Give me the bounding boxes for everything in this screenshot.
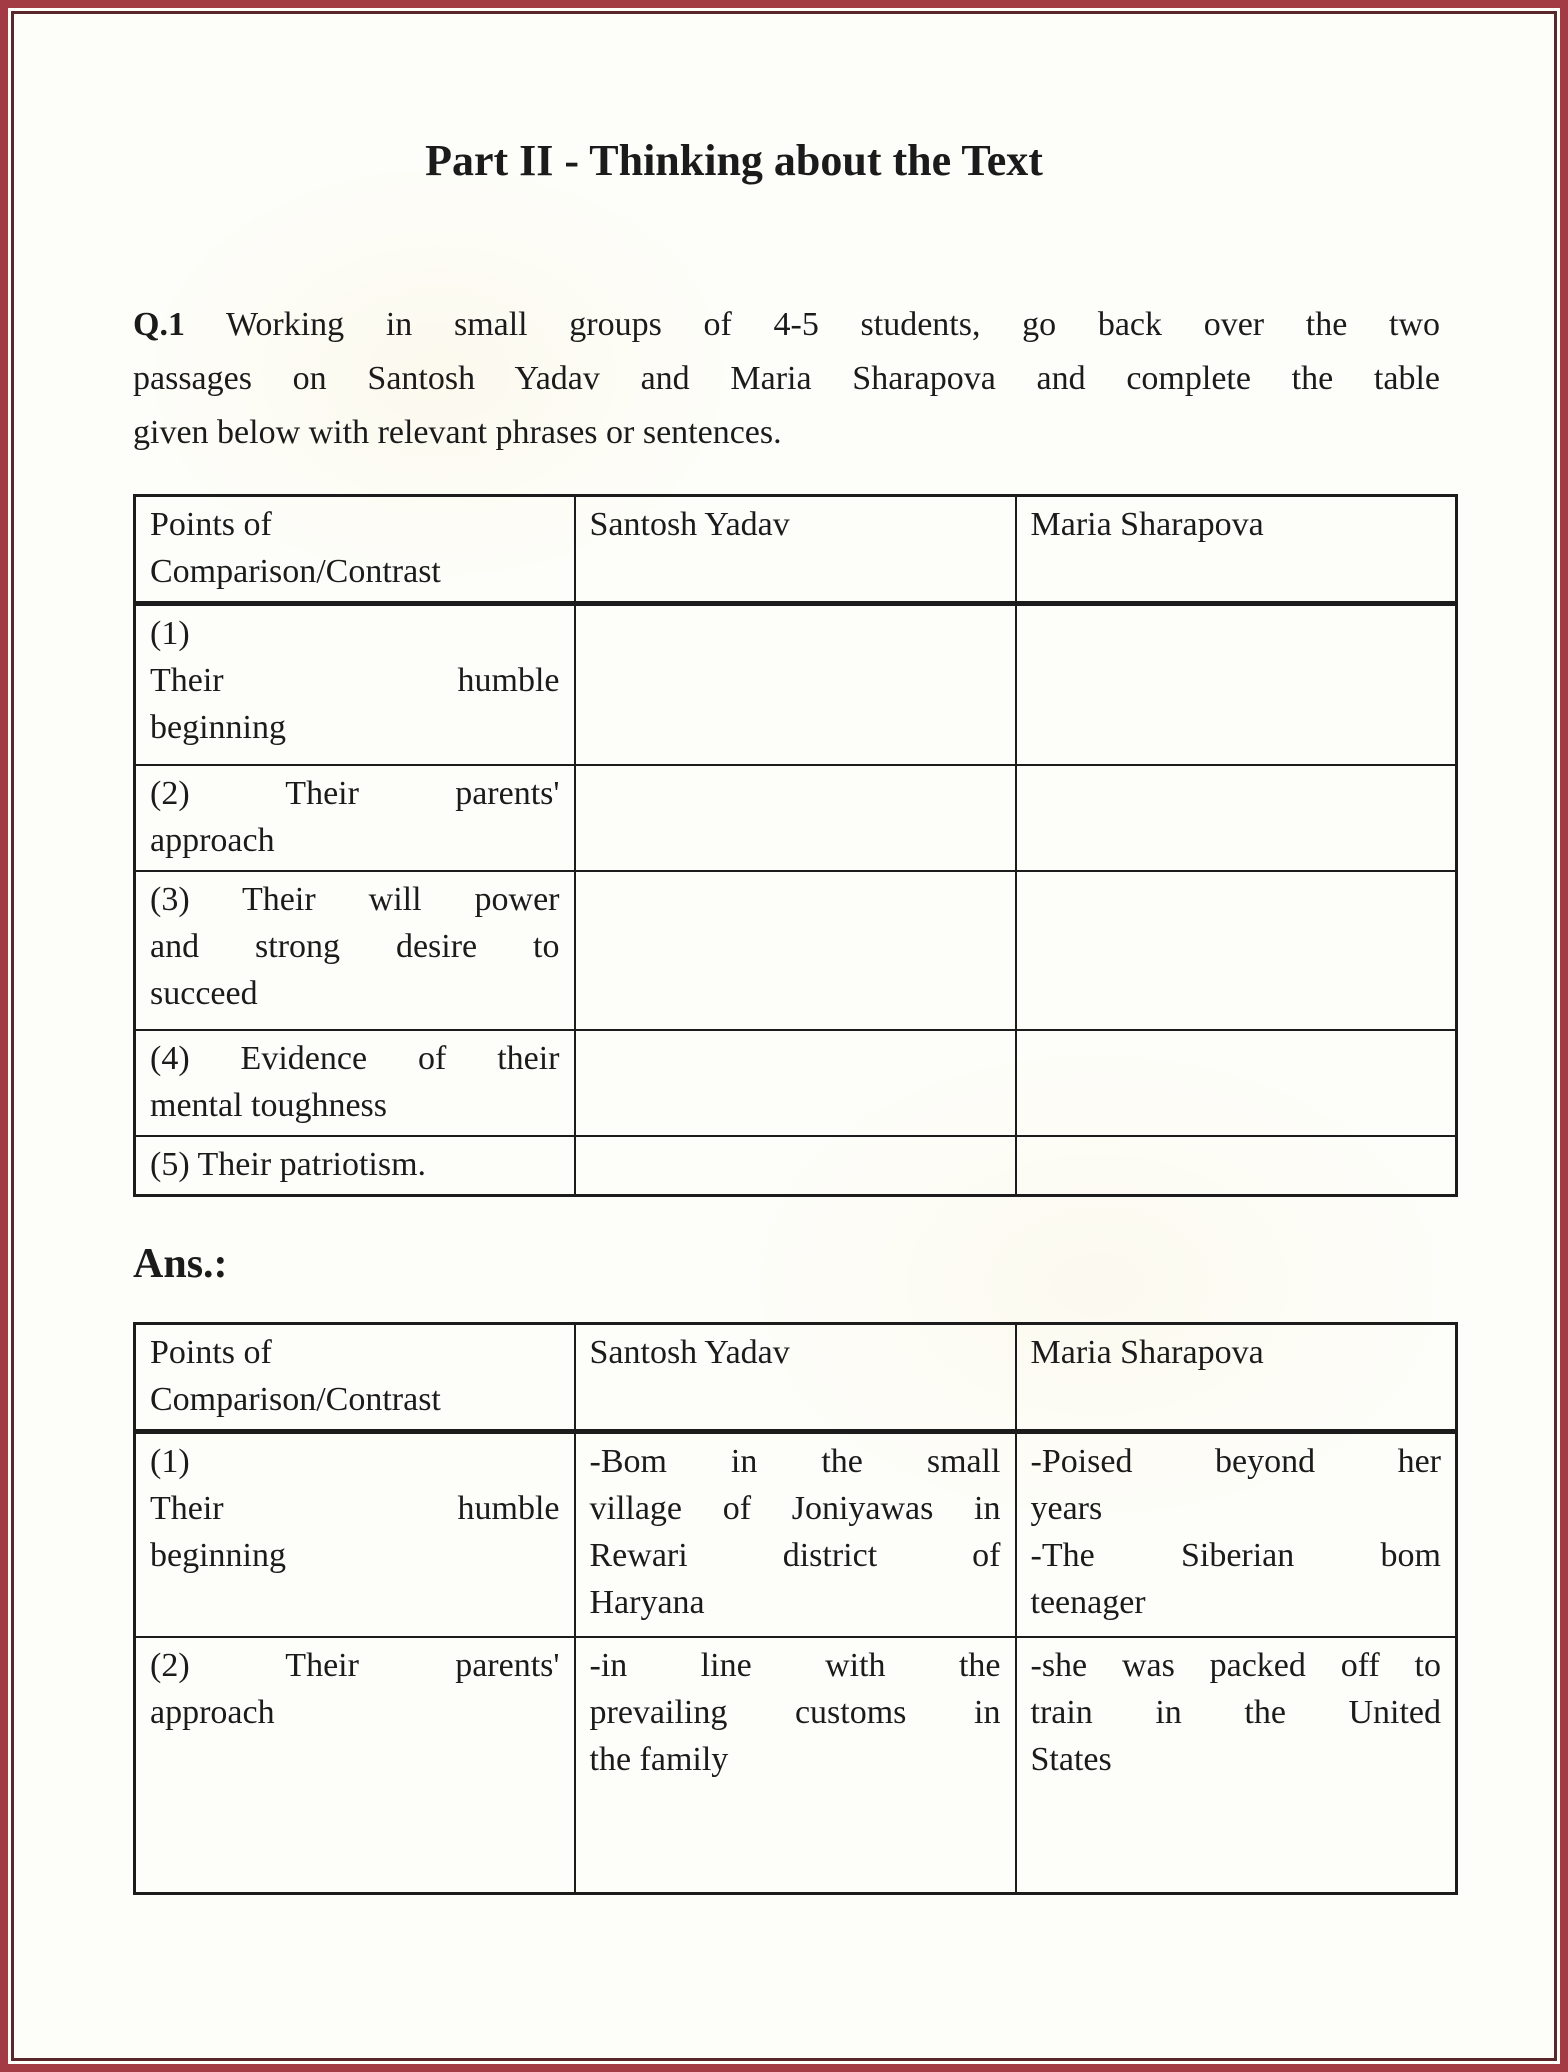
point-3-cell bbox=[135, 871, 575, 1030]
answer-header-points-cell bbox=[135, 1324, 575, 1432]
answer-santosh-2-line-3: the family bbox=[589, 1740, 729, 1778]
answer-santosh-1-line-4: Haryana bbox=[589, 1584, 705, 1621]
answer-point-1-cell bbox=[135, 1432, 575, 1637]
point-1-line-3: beginning bbox=[150, 709, 286, 746]
header-points-line-2: Comparison/Contrast bbox=[150, 553, 441, 590]
empty-cell-maria-4 bbox=[1016, 1030, 1457, 1136]
answer-maria-2-line-2: train in the United bbox=[1030, 1693, 1441, 1731]
answer-maria-2-cell bbox=[1016, 1637, 1457, 1894]
empty-cell-maria-2 bbox=[1016, 765, 1457, 871]
point-4-cell bbox=[135, 1030, 575, 1136]
answer-point-1-line-2: Their humble bbox=[150, 1490, 560, 1527]
answer-santosh-2-cell bbox=[575, 1637, 1016, 1894]
blank-table-row-4 bbox=[135, 1030, 1457, 1136]
blank-header-points-cell bbox=[135, 496, 575, 604]
answer-maria-2-line-1: -she was packed off to bbox=[1030, 1646, 1441, 1684]
point-1-line-1: (1) bbox=[150, 615, 190, 652]
answer-header-santosh-cell: Santosh Yadav bbox=[575, 1324, 1016, 1432]
answer-santosh-1-line-2: village of Joniyawas in bbox=[589, 1490, 1001, 1527]
answer-label: Ans.: bbox=[133, 1241, 228, 1287]
point-1-cell bbox=[135, 604, 575, 765]
answer-point-1-line-3: beginning bbox=[150, 1537, 286, 1574]
header-points-line-2: Comparison/Contrast bbox=[150, 1381, 441, 1418]
answer-santosh-1-cell bbox=[575, 1432, 1016, 1637]
point-5-cell bbox=[135, 1136, 575, 1196]
point-2-cell bbox=[135, 765, 575, 871]
answer-table-row-2 bbox=[135, 1637, 1457, 1894]
comparison-table-answer bbox=[133, 1322, 1458, 1895]
empty-cell-santosh-3 bbox=[575, 871, 1016, 1030]
empty-cell-santosh-1 bbox=[575, 604, 1016, 765]
empty-cell-santosh-2 bbox=[575, 765, 1016, 871]
answer-table-row-1 bbox=[135, 1432, 1457, 1637]
answer-santosh-2-line-2: prevailing customs in bbox=[589, 1693, 1001, 1731]
question-line-2: passages on Santosh Yadav and Maria Sharapova and complete the table bbox=[133, 360, 1440, 397]
empty-cell-santosh-5 bbox=[575, 1136, 1016, 1196]
blank-table-row-1 bbox=[135, 604, 1457, 765]
blank-table-row-2 bbox=[135, 765, 1457, 871]
comparison-table-blank bbox=[133, 494, 1458, 1197]
answer-header-maria-cell: Maria Sharapova bbox=[1016, 1324, 1457, 1432]
answer-maria-1-cell bbox=[1016, 1432, 1457, 1637]
blank-table-row-3 bbox=[135, 871, 1457, 1030]
blank-header-santosh-cell: Santosh Yadav bbox=[575, 496, 1016, 604]
empty-cell-maria-3 bbox=[1016, 871, 1457, 1030]
blank-header-maria-cell: Maria Sharapova bbox=[1016, 496, 1457, 604]
question-line-1-text: Working in small groups of 4-5 students, go back over the two bbox=[226, 306, 1440, 343]
answer-maria-1-line-2: years bbox=[1030, 1490, 1103, 1527]
answer-point-1-line-1: (1) bbox=[150, 1443, 190, 1480]
empty-cell-santosh-4 bbox=[575, 1030, 1016, 1136]
question-number: Q.1 bbox=[133, 306, 185, 343]
answer-maria-1-line-1: -Poised beyond her bbox=[1030, 1443, 1441, 1480]
point-2-line-1: (2) Their parents' bbox=[150, 774, 560, 812]
answer-maria-2-line-3: States bbox=[1030, 1740, 1112, 1778]
answer-maria-1-line-4: teenager bbox=[1030, 1584, 1146, 1621]
answer-point-2-cell bbox=[135, 1637, 575, 1894]
answer-santosh-1-line-3: Rewari district of bbox=[589, 1537, 1001, 1574]
point-1-line-2: Their humble bbox=[150, 662, 560, 699]
header-points-line-1: Points of bbox=[150, 506, 272, 543]
header-points-line-1: Points of bbox=[150, 1334, 272, 1371]
answer-santosh-1-line-1: -Bom in the small bbox=[589, 1443, 1001, 1480]
blank-table-row-5 bbox=[135, 1136, 1457, 1196]
question-line-3: given below with relevant phrases or sentences. bbox=[133, 414, 782, 451]
answer-maria-1-line-3: -The Siberian bom bbox=[1030, 1537, 1441, 1574]
point-3-line-3: succeed bbox=[150, 974, 258, 1012]
point-5-line-1: (5) Their patriotism. bbox=[150, 1145, 427, 1183]
point-3-line-1: (3) Their will power bbox=[150, 880, 560, 918]
answer-point-2-line-1: (2) Their parents' bbox=[150, 1646, 560, 1684]
answer-table-header-row bbox=[135, 1324, 1457, 1432]
empty-cell-maria-5 bbox=[1016, 1136, 1457, 1196]
answer-santosh-2-line-1: -in line with the bbox=[589, 1646, 1001, 1684]
empty-cell-maria-1 bbox=[1016, 604, 1457, 765]
question-line-1 bbox=[133, 298, 1440, 352]
point-4-line-2: mental toughness bbox=[150, 1086, 388, 1124]
answer-point-2-line-2: approach bbox=[150, 1693, 275, 1731]
page-title: Part II - Thinking about the Text bbox=[425, 136, 1043, 185]
point-4-line-1: (4) Evidence of their bbox=[150, 1039, 560, 1077]
blank-table-header-row bbox=[135, 496, 1457, 604]
question-paragraph bbox=[133, 298, 1440, 460]
point-3-line-2: and strong desire to bbox=[150, 927, 560, 965]
point-2-line-2: approach bbox=[150, 821, 275, 859]
